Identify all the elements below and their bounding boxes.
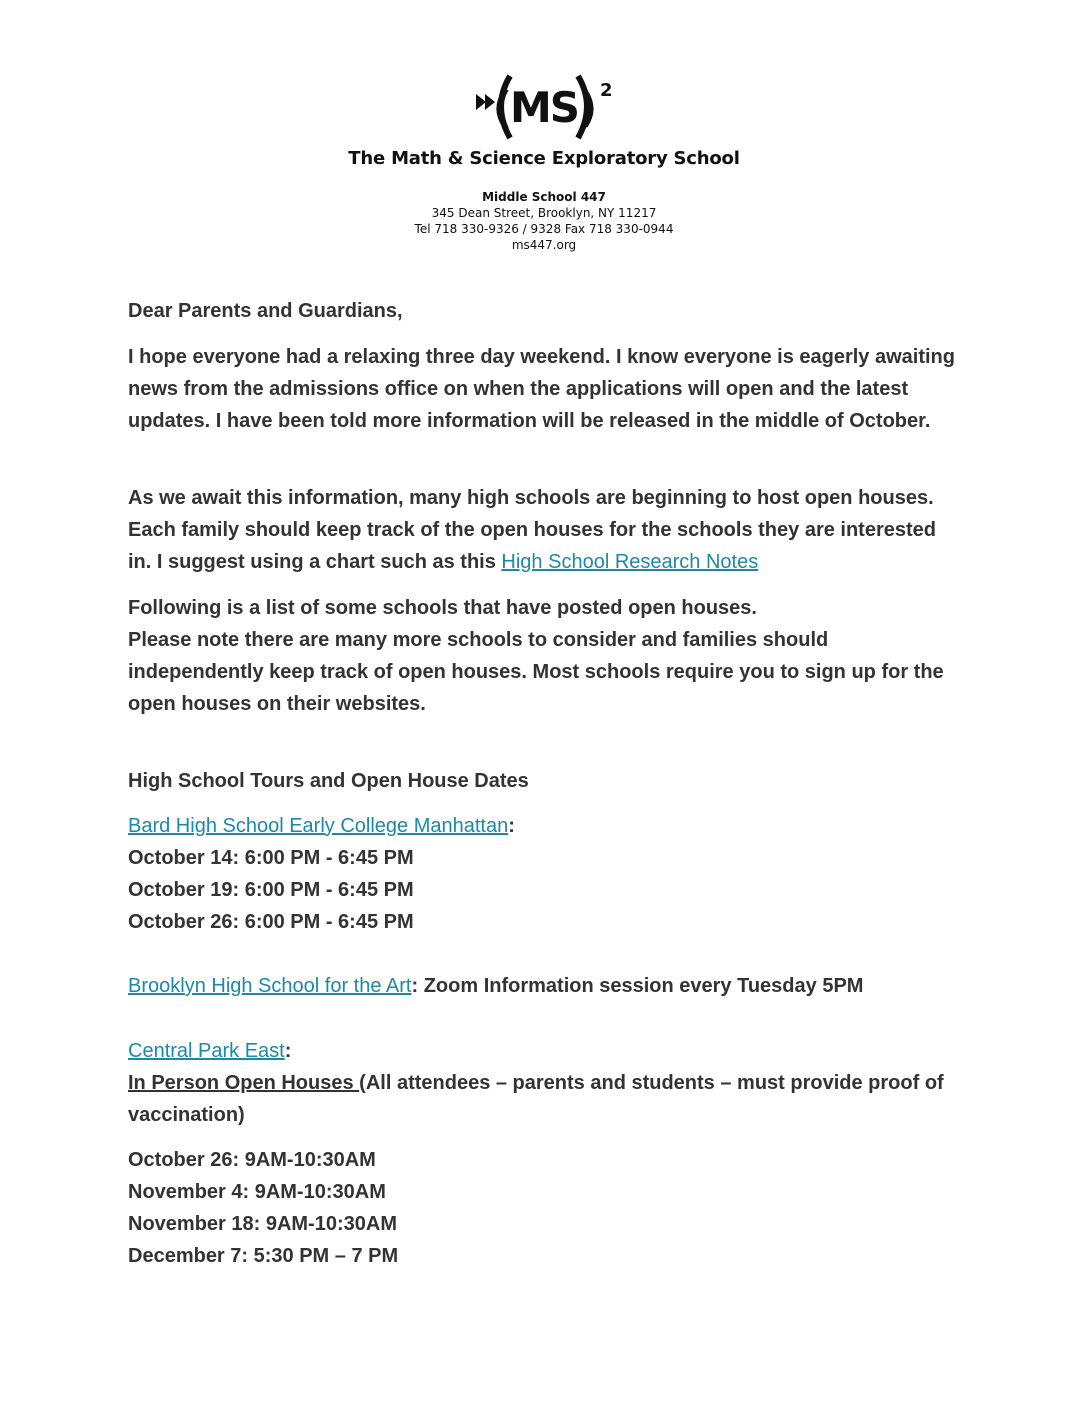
in-person-text: (All attendees – parents and students – must provide proof of vaccination) [128, 1072, 944, 1126]
address-block [0, 189, 1088, 253]
letterhead [0, 72, 1088, 252]
bard-heading [128, 810, 958, 842]
in-person-label: In Person Open Houses [128, 1072, 360, 1094]
ms2-logo-icon [474, 72, 614, 146]
school-logo [0, 72, 1088, 146]
logo-superscript: 2 [600, 80, 613, 101]
brooklyn-art-text: : Zoom Information session every Tuesday 5PM [411, 975, 864, 997]
school-website: ms447.org [511, 238, 577, 252]
logo-text: (MS) [492, 83, 596, 132]
bard-date-3: October 26: 6:00 PM - 6:45 PM [128, 911, 414, 933]
paragraph-3-line-1: Following is a list of some schools that have posted open houses. [128, 597, 757, 619]
cpe-section [128, 1035, 958, 1131]
bard-section [128, 810, 958, 938]
cpe-date-4: December 7: 5:30 PM – 7 PM [128, 1245, 399, 1267]
bard-date-2: October 19: 6:00 PM - 6:45 PM [128, 879, 414, 901]
cpe-date-1: October 26: 9AM-10:30AM [128, 1149, 376, 1171]
cpe-link[interactable]: Central Park East [128, 1040, 285, 1062]
brooklyn-art-section [128, 970, 958, 1002]
school-address: 345 Dean Street, Brooklyn, NY 11217 [431, 206, 657, 220]
section-title: High School Tours and Open House Dates [128, 770, 529, 792]
paragraph-3-line-2: Please note there are many more schools to consider and families should independently keep track of open houses. Most schools require you to sign up for the open houses on their websites. [128, 629, 944, 715]
letter-paragraph-2 [128, 482, 958, 578]
letter-paragraph-3 [128, 592, 958, 720]
cpe-in-person-note [128, 1067, 958, 1131]
letter-paragraph-1: I hope everyone had a relaxing three day weekend. I know everyone is eagerly awaiting news from the admissions office on when the applications will open and the latest updates. I have been told more information will be released in the middle of October. [128, 346, 955, 432]
bard-date-1: October 14: 6:00 PM - 6:45 PM [128, 847, 414, 869]
brooklyn-art-link[interactable]: Brooklyn High School for the Art [128, 975, 412, 997]
bard-colon: : [508, 815, 515, 837]
cpe-date-3: November 18: 9AM-10:30AM [128, 1213, 397, 1235]
school-id: Middle School 447 [482, 190, 606, 204]
letter-greeting: Dear Parents and Guardians, [128, 300, 403, 322]
paragraph-2-text: As we await this information, many high schools are beginning to host open houses. Each family should keep track of the open houses for the schools they are interested in. I suggest using a chart such as this [128, 487, 936, 573]
bard-link[interactable]: Bard High School Early College Manhattan [128, 815, 509, 837]
school-phone: Tel 718 330-9326 / 9328 Fax 718 330-0944 [414, 222, 674, 236]
cpe-date-2: November 4: 9AM-10:30AM [128, 1181, 386, 1203]
cpe-heading [128, 1035, 958, 1067]
school-name: The Math & Science Exploratory School [348, 148, 740, 169]
research-notes-link[interactable]: High School Research Notes [501, 551, 759, 573]
cpe-dates [128, 1144, 958, 1272]
cpe-colon: : [284, 1040, 292, 1062]
